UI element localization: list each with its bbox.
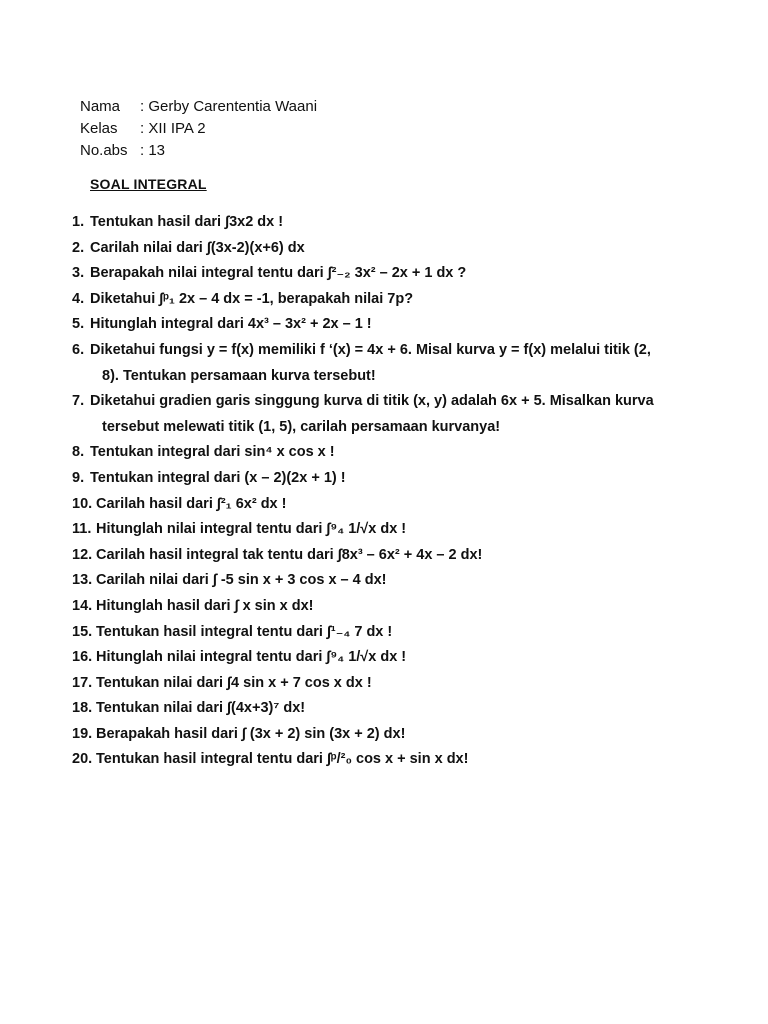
question-number: 9. [72, 469, 85, 486]
question-text: Berapakah nilai integral tentu dari ∫²₋₂ 3x² – 2x + 1 dx ? [90, 265, 467, 282]
question-item [72, 517, 712, 543]
name-value: : Gerby Carententia Waani [140, 98, 318, 115]
question-item [72, 696, 712, 722]
class-label: Kelas [80, 120, 118, 137]
question-text: Diketahui gradien garis singgung kurva di titik (x, y) adalah 6x + 5. Misalkan kurva [90, 393, 654, 410]
question-number: 14. [72, 597, 93, 614]
question-number: 1. [72, 214, 85, 230]
question-text: Carilah hasil integral tak tentu dari ∫8x³ – 6x² + 4x – 2 dx! [96, 546, 483, 563]
section-title: SOAL INTEGRAL [90, 176, 207, 192]
question-text-continued: 8). Tentukan persamaan kurva tersebut! [102, 367, 376, 384]
question-item [72, 261, 712, 287]
question-item [72, 338, 712, 389]
question-item [72, 568, 712, 594]
question-text: Tentukan hasil integral tentu dari ∫ᵖ/²₀ cos x + sin x dx! [96, 751, 469, 768]
absen-label: No.abs [80, 142, 128, 159]
question-text: Tentukan nilai dari ∫(4x+3)⁷ dx! [96, 700, 306, 717]
question-item [72, 389, 712, 440]
question-item [72, 236, 712, 262]
question-number: 11. [72, 521, 92, 538]
question-item [72, 440, 712, 466]
name-label: Nama [80, 98, 121, 115]
question-number: 18. [72, 700, 93, 717]
question-item [72, 543, 712, 569]
question-number: 15. [72, 623, 93, 640]
question-number: 2. [72, 239, 85, 256]
question-text: Hitunglah nilai integral tentu dari ∫⁹₄ 1/√x dx ! [96, 649, 407, 666]
question-text: Hitunglah hasil dari ∫ x sin x dx! [96, 597, 314, 614]
question-text: Carilah hasil dari ∫²₁ 6x² dx ! [96, 495, 287, 512]
info-row-class [80, 118, 317, 140]
question-number: 10. [72, 495, 93, 512]
question-number: 13. [72, 572, 93, 589]
class-value: : XII IPA 2 [140, 120, 206, 137]
info-row-name [80, 96, 317, 118]
question-number: 16. [72, 649, 93, 666]
question-text-continued: tersebut melewati titik (1, 5), carilah persamaan kurvanya! [102, 418, 501, 435]
info-row-absen [80, 140, 317, 162]
question-number: 8. [72, 444, 85, 461]
question-text-wrap [90, 338, 651, 389]
question-text: Diketahui fungsi y = f(x) memiliki f ‘(x) = 4x + 6. Misal kurva y = f(x) melalui titik (2, [90, 341, 651, 358]
question-number: 3. [72, 265, 85, 282]
question-item [72, 722, 712, 748]
question-item [72, 671, 712, 697]
question-text-wrap [90, 389, 654, 440]
question-text: Carilah nilai dari ∫(3x-2)(x+6) dx [90, 239, 305, 256]
question-text: Berapakah hasil dari ∫ (3x + 2) sin (3x + 2) dx! [96, 725, 406, 742]
question-item [72, 747, 712, 773]
question-item [72, 492, 712, 518]
question-number: 20. [72, 751, 93, 768]
question-number: 17. [72, 674, 93, 691]
question-text: Tentukan hasil dari ∫3x2 dx ! [90, 214, 284, 230]
question-item [72, 645, 712, 671]
question-number: 19. [72, 725, 93, 742]
question-text: Tentukan integral dari sin⁴ x cos x ! [90, 444, 335, 461]
question-number: 12. [72, 546, 93, 563]
question-number: 6. [72, 341, 85, 358]
question-text: Carilah nilai dari ∫ -5 sin x + 3 cos x – 4 dx! [96, 572, 387, 589]
question-item [72, 594, 712, 620]
question-item [72, 287, 712, 313]
question-text: Hitunglah nilai integral tentu dari ∫⁹₄ 1/√x dx ! [96, 521, 407, 538]
question-item [72, 620, 712, 646]
student-info [80, 96, 317, 162]
question-item [72, 210, 712, 236]
question-text: Tentukan integral dari (x – 2)(2x + 1) ! [90, 469, 346, 486]
question-text: Tentukan hasil integral tentu dari ∫¹₋₄ 7 dx ! [96, 623, 393, 640]
question-text: Hitunglah integral dari 4x³ – 3x² + 2x – 1 ! [90, 316, 372, 333]
question-item [72, 312, 712, 338]
question-number: 5. [72, 316, 85, 333]
question-list [72, 210, 712, 773]
absen-value: : 13 [140, 142, 166, 159]
question-item [72, 466, 712, 492]
question-number: 4. [72, 290, 85, 307]
question-number: 7. [72, 393, 85, 410]
question-text: Diketahui ∫ᵖ₁ 2x – 4 dx = -1, berapakah nilai 7p? [90, 290, 414, 307]
question-text: Tentukan nilai dari ∫4 sin x + 7 cos x dx ! [96, 674, 372, 691]
